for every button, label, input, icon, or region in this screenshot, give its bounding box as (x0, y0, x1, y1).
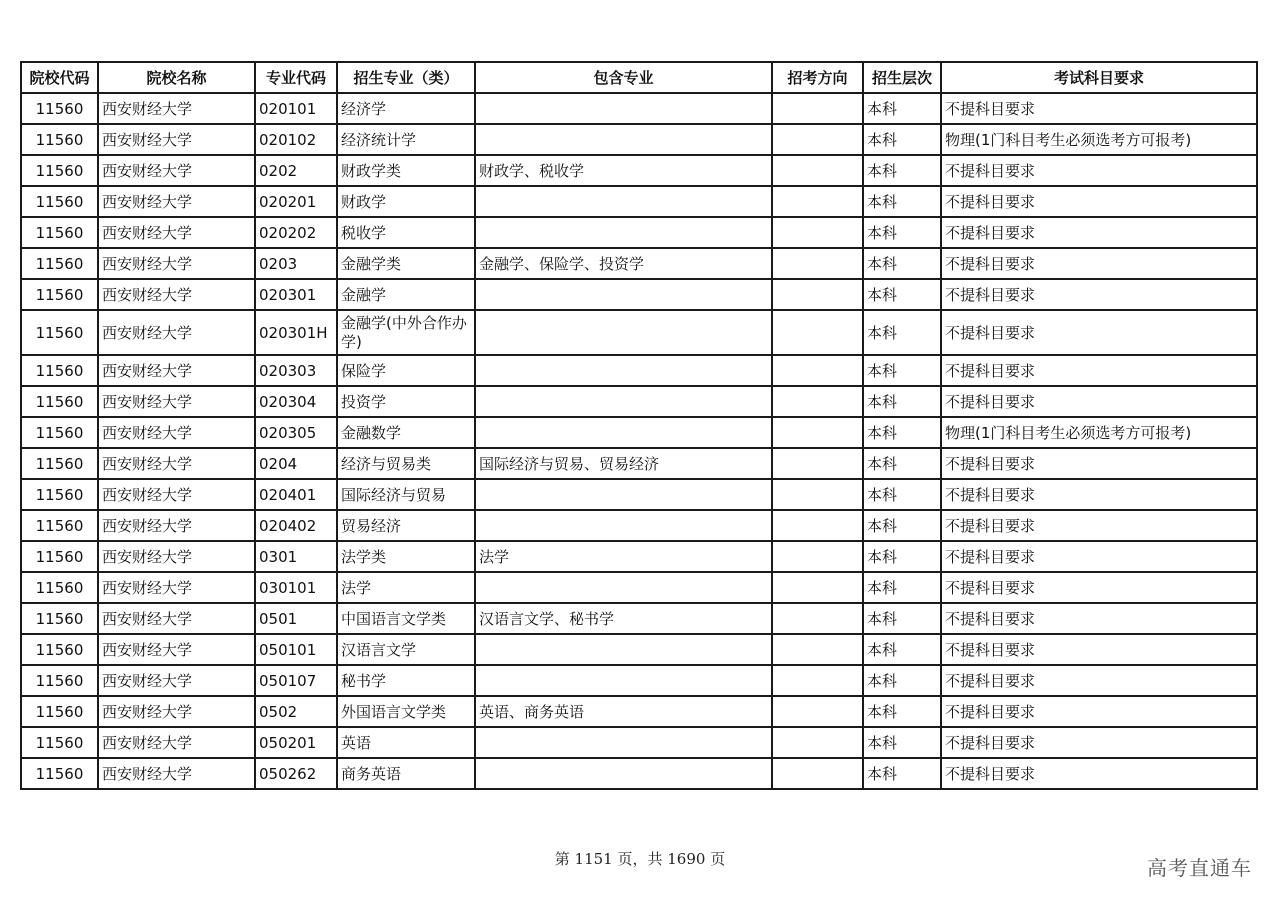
cell-level: 本科 (863, 727, 941, 758)
cell-major: 税收学 (337, 217, 475, 248)
cell-subject-requirement: 不提科目要求 (941, 479, 1257, 510)
cell-subject-requirement: 不提科目要求 (941, 217, 1257, 248)
cell-major-code: 030101 (255, 572, 337, 603)
cell-major: 财政学类 (337, 155, 475, 186)
cell-direction (772, 279, 863, 310)
cell-level: 本科 (863, 248, 941, 279)
cell-included-majors (475, 186, 772, 217)
cell-major: 中国语言文学类 (337, 603, 475, 634)
cell-major-code: 0203 (255, 248, 337, 279)
cell-direction (772, 541, 863, 572)
cell-direction (772, 479, 863, 510)
cell-direction (772, 758, 863, 789)
cell-subject-requirement: 不提科目要求 (941, 279, 1257, 310)
cell-school-code: 11560 (21, 310, 98, 355)
cell-major-code: 050262 (255, 758, 337, 789)
page-number: 第 1151 页，共 1690 页 (554, 850, 726, 868)
table-row (21, 541, 1257, 572)
cell-subject-requirement: 不提科目要求 (941, 572, 1257, 603)
table-row (21, 603, 1257, 634)
header-major: 招生专业（类） (337, 62, 475, 93)
cell-school-name: 西安财经大学 (98, 248, 255, 279)
cell-school-code: 11560 (21, 186, 98, 217)
cell-school-name: 西安财经大学 (98, 541, 255, 572)
cell-included-majors (475, 727, 772, 758)
cell-level: 本科 (863, 279, 941, 310)
cell-major-code: 020201 (255, 186, 337, 217)
cell-level: 本科 (863, 355, 941, 386)
cell-included-majors: 财政学、税收学 (475, 155, 772, 186)
table-row (21, 417, 1257, 448)
cell-subject-requirement: 不提科目要求 (941, 727, 1257, 758)
cell-major-code: 050101 (255, 634, 337, 665)
cell-school-name: 西安财经大学 (98, 758, 255, 789)
admissions-table (20, 61, 1258, 790)
cell-major-code: 020304 (255, 386, 337, 417)
cell-subject-requirement: 不提科目要求 (941, 186, 1257, 217)
cell-subject-requirement: 不提科目要求 (941, 665, 1257, 696)
table-row (21, 93, 1257, 124)
cell-major: 投资学 (337, 386, 475, 417)
cell-level: 本科 (863, 155, 941, 186)
cell-major: 法学 (337, 572, 475, 603)
cell-school-code: 11560 (21, 603, 98, 634)
cell-major: 国际经济与贸易 (337, 479, 475, 510)
cell-major: 金融学 (337, 279, 475, 310)
cell-subject-requirement: 不提科目要求 (941, 696, 1257, 727)
cell-subject-requirement: 不提科目要求 (941, 603, 1257, 634)
cell-direction (772, 510, 863, 541)
cell-school-name: 西安财经大学 (98, 448, 255, 479)
table-row (21, 124, 1257, 155)
cell-included-majors: 金融学、保险学、投资学 (475, 248, 772, 279)
cell-included-majors (475, 93, 772, 124)
cell-included-majors (475, 310, 772, 355)
cell-direction (772, 310, 863, 355)
table-row (21, 634, 1257, 665)
cell-subject-requirement: 不提科目要求 (941, 634, 1257, 665)
cell-school-code: 11560 (21, 355, 98, 386)
cell-major: 经济统计学 (337, 124, 475, 155)
cell-direction (772, 124, 863, 155)
table-row (21, 355, 1257, 386)
cell-included-majors: 汉语言文学、秘书学 (475, 603, 772, 634)
cell-school-code: 11560 (21, 634, 98, 665)
cell-major-code: 020401 (255, 479, 337, 510)
cell-major: 经济学 (337, 93, 475, 124)
cell-major-code: 020301H (255, 310, 337, 355)
cell-subject-requirement: 不提科目要求 (941, 758, 1257, 789)
cell-direction (772, 417, 863, 448)
cell-included-majors (475, 758, 772, 789)
cell-level: 本科 (863, 186, 941, 217)
header-school-name: 院校名称 (98, 62, 255, 93)
cell-major-code: 0502 (255, 696, 337, 727)
cell-major: 金融学(中外合作办学) (337, 310, 475, 355)
table-row (21, 727, 1257, 758)
cell-school-code: 11560 (21, 217, 98, 248)
cell-school-code: 11560 (21, 448, 98, 479)
cell-school-name: 西安财经大学 (98, 310, 255, 355)
cell-direction (772, 634, 863, 665)
cell-school-name: 西安财经大学 (98, 186, 255, 217)
cell-major-code: 020102 (255, 124, 337, 155)
table-row (21, 758, 1257, 789)
cell-subject-requirement: 不提科目要求 (941, 448, 1257, 479)
cell-included-majors (475, 665, 772, 696)
cell-major: 金融数学 (337, 417, 475, 448)
cell-direction (772, 665, 863, 696)
header-subject-requirement: 考试科目要求 (941, 62, 1257, 93)
cell-subject-requirement: 不提科目要求 (941, 386, 1257, 417)
cell-school-name: 西安财经大学 (98, 124, 255, 155)
cell-level: 本科 (863, 448, 941, 479)
table-row (21, 479, 1257, 510)
cell-school-code: 11560 (21, 727, 98, 758)
cell-school-code: 11560 (21, 279, 98, 310)
cell-major: 英语 (337, 727, 475, 758)
cell-major: 商务英语 (337, 758, 475, 789)
cell-school-code: 11560 (21, 572, 98, 603)
table-row (21, 217, 1257, 248)
table-row (21, 696, 1257, 727)
cell-direction (772, 727, 863, 758)
cell-subject-requirement: 不提科目要求 (941, 248, 1257, 279)
cell-level: 本科 (863, 386, 941, 417)
cell-level: 本科 (863, 417, 941, 448)
cell-included-majors (475, 124, 772, 155)
cell-school-name: 西安财经大学 (98, 417, 255, 448)
cell-level: 本科 (863, 541, 941, 572)
cell-school-name: 西安财经大学 (98, 217, 255, 248)
cell-major: 法学类 (337, 541, 475, 572)
cell-major-code: 020402 (255, 510, 337, 541)
table-body (21, 93, 1257, 789)
cell-school-code: 11560 (21, 665, 98, 696)
header-level: 招生层次 (863, 62, 941, 93)
cell-direction (772, 186, 863, 217)
cell-major-code: 0202 (255, 155, 337, 186)
cell-school-name: 西安财经大学 (98, 665, 255, 696)
cell-major: 外国语言文学类 (337, 696, 475, 727)
cell-major-code: 0204 (255, 448, 337, 479)
cell-major-code: 020202 (255, 217, 337, 248)
cell-included-majors (475, 417, 772, 448)
cell-direction (772, 572, 863, 603)
cell-major-code: 050107 (255, 665, 337, 696)
cell-subject-requirement: 不提科目要求 (941, 155, 1257, 186)
table-row (21, 665, 1257, 696)
cell-direction (772, 248, 863, 279)
cell-school-code: 11560 (21, 124, 98, 155)
cell-level: 本科 (863, 665, 941, 696)
header-included-majors: 包含专业 (475, 62, 772, 93)
watermark: 高考直通车 (1147, 856, 1252, 880)
cell-direction (772, 155, 863, 186)
cell-included-majors (475, 355, 772, 386)
table-row (21, 186, 1257, 217)
cell-major: 汉语言文学 (337, 634, 475, 665)
cell-school-code: 11560 (21, 696, 98, 727)
cell-included-majors: 英语、商务英语 (475, 696, 772, 727)
cell-school-code: 11560 (21, 758, 98, 789)
cell-major-code: 050201 (255, 727, 337, 758)
cell-included-majors (475, 217, 772, 248)
header-major-code: 专业代码 (255, 62, 337, 93)
cell-major: 贸易经济 (337, 510, 475, 541)
cell-direction (772, 696, 863, 727)
cell-direction (772, 603, 863, 634)
cell-level: 本科 (863, 93, 941, 124)
cell-school-name: 西安财经大学 (98, 479, 255, 510)
cell-major-code: 0301 (255, 541, 337, 572)
cell-subject-requirement: 不提科目要求 (941, 93, 1257, 124)
cell-level: 本科 (863, 603, 941, 634)
cell-included-majors (475, 279, 772, 310)
cell-subject-requirement: 不提科目要求 (941, 355, 1257, 386)
cell-included-majors (475, 634, 772, 665)
cell-included-majors (475, 479, 772, 510)
cell-subject-requirement: 不提科目要求 (941, 510, 1257, 541)
cell-direction (772, 93, 863, 124)
table-row (21, 572, 1257, 603)
header-direction: 招考方向 (772, 62, 863, 93)
cell-major: 经济与贸易类 (337, 448, 475, 479)
cell-major: 金融学类 (337, 248, 475, 279)
table-row (21, 448, 1257, 479)
cell-school-code: 11560 (21, 386, 98, 417)
table-row (21, 279, 1257, 310)
cell-level: 本科 (863, 217, 941, 248)
cell-level: 本科 (863, 696, 941, 727)
cell-major-code: 020305 (255, 417, 337, 448)
table-row (21, 248, 1257, 279)
cell-school-name: 西安财经大学 (98, 696, 255, 727)
cell-school-code: 11560 (21, 541, 98, 572)
cell-major: 保险学 (337, 355, 475, 386)
cell-school-name: 西安财经大学 (98, 634, 255, 665)
cell-school-name: 西安财经大学 (98, 155, 255, 186)
cell-school-name: 西安财经大学 (98, 572, 255, 603)
cell-included-majors: 国际经济与贸易、贸易经济 (475, 448, 772, 479)
cell-subject-requirement: 不提科目要求 (941, 541, 1257, 572)
cell-school-name: 西安财经大学 (98, 279, 255, 310)
cell-major-code: 020303 (255, 355, 337, 386)
cell-school-code: 11560 (21, 479, 98, 510)
cell-school-name: 西安财经大学 (98, 93, 255, 124)
cell-major-code: 0501 (255, 603, 337, 634)
cell-included-majors: 法学 (475, 541, 772, 572)
cell-level: 本科 (863, 634, 941, 665)
cell-subject-requirement: 物理(1门科目考生必须选考方可报考) (941, 417, 1257, 448)
cell-direction (772, 355, 863, 386)
cell-level: 本科 (863, 310, 941, 355)
cell-school-code: 11560 (21, 248, 98, 279)
cell-level: 本科 (863, 479, 941, 510)
cell-school-code: 11560 (21, 93, 98, 124)
table-header-row (21, 62, 1257, 93)
cell-major-code: 020301 (255, 279, 337, 310)
cell-school-code: 11560 (21, 510, 98, 541)
cell-level: 本科 (863, 124, 941, 155)
cell-direction (772, 386, 863, 417)
cell-direction (772, 448, 863, 479)
cell-school-code: 11560 (21, 417, 98, 448)
table-row (21, 310, 1257, 355)
cell-included-majors (475, 572, 772, 603)
cell-school-name: 西安财经大学 (98, 386, 255, 417)
table-row (21, 510, 1257, 541)
cell-subject-requirement: 物理(1门科目考生必须选考方可报考) (941, 124, 1257, 155)
header-school-code: 院校代码 (21, 62, 98, 93)
cell-school-name: 西安财经大学 (98, 727, 255, 758)
cell-school-code: 11560 (21, 155, 98, 186)
table-row (21, 155, 1257, 186)
cell-level: 本科 (863, 572, 941, 603)
cell-included-majors (475, 386, 772, 417)
cell-major: 财政学 (337, 186, 475, 217)
cell-school-name: 西安财经大学 (98, 510, 255, 541)
cell-level: 本科 (863, 758, 941, 789)
cell-level: 本科 (863, 510, 941, 541)
cell-school-name: 西安财经大学 (98, 603, 255, 634)
cell-included-majors (475, 510, 772, 541)
cell-major: 秘书学 (337, 665, 475, 696)
cell-direction (772, 217, 863, 248)
cell-major-code: 020101 (255, 93, 337, 124)
cell-subject-requirement: 不提科目要求 (941, 310, 1257, 355)
table-row (21, 386, 1257, 417)
cell-school-name: 西安财经大学 (98, 355, 255, 386)
